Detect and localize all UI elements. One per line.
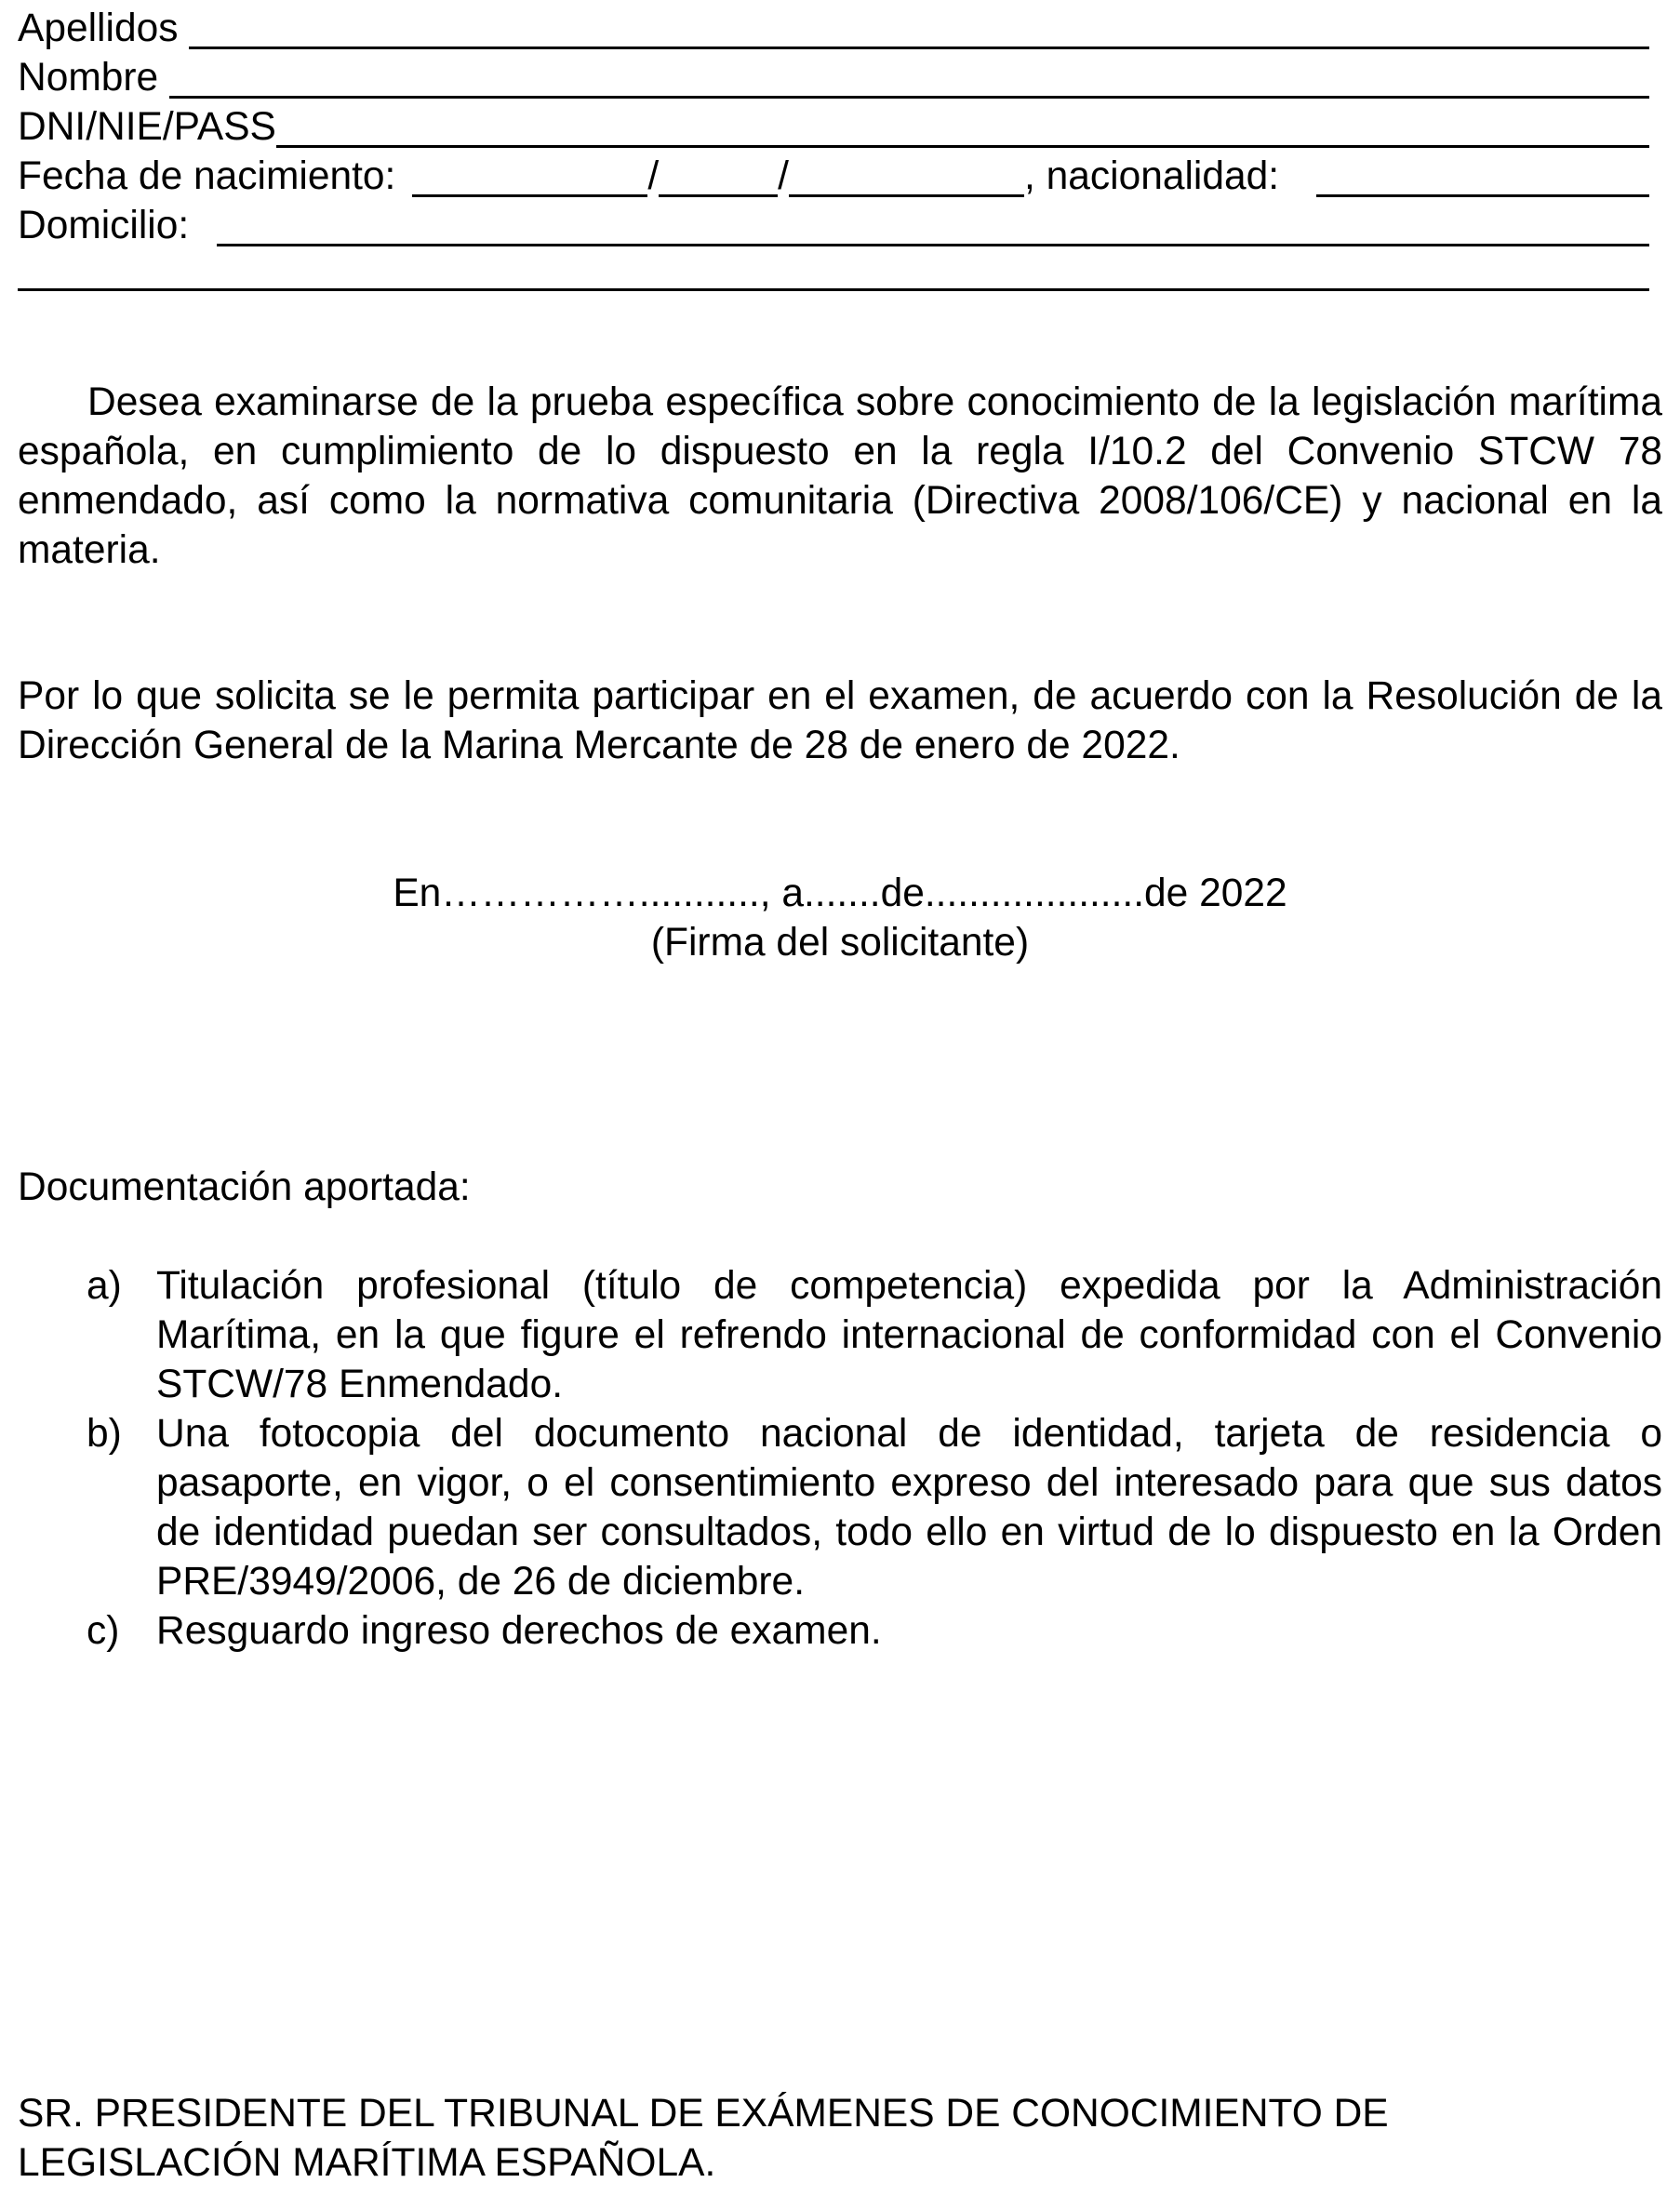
documentation-list	[87, 1261, 1662, 1656]
birth-slash-1: /	[647, 154, 660, 198]
petition-paragraph: Por lo que solicita se le permita participar en el examen, de acuerdo con la Resolución de la Dirección General de la Marina Mercante de 28 de enero de 2022.	[18, 674, 1662, 767]
nationality-line[interactable]	[1316, 194, 1649, 197]
field-apellidos	[18, 4, 1649, 53]
field-domicilio	[18, 201, 1649, 250]
doc-label: DNI/NIE/PASS	[18, 105, 276, 149]
item-text: Resguardo ingreso derechos de examen.	[156, 1609, 882, 1653]
domicilio-label: Domicilio:	[18, 204, 190, 247]
birth-month-line[interactable]	[659, 194, 778, 197]
birth-label: Fecha de nacimiento:	[18, 154, 396, 198]
nombre-label: Nombre	[18, 56, 159, 100]
item-marker: c)	[87, 1609, 120, 1653]
nationality-label: , nacionalidad:	[1023, 154, 1280, 198]
birth-day-line[interactable]	[412, 194, 647, 197]
item-marker: a)	[87, 1264, 122, 1308]
field-nombre	[18, 53, 1649, 102]
birth-slash-2: /	[778, 154, 789, 198]
documentation-item	[87, 1261, 1662, 1409]
apellidos-line[interactable]	[189, 47, 1649, 49]
birth-year-line[interactable]	[789, 194, 1024, 197]
request-paragraph: Desea examinarse de la prueba específica sobre conocimiento de la legislación marítima española, en cumplimiento de lo dispuesto en la regla I/10.2 del Convenio STCW 78 enmendado, así como la normativa comunitaria (Directiva 2008/106/CE) y nacional en la materia.	[18, 380, 1662, 572]
item-text: Una fotocopia del documento nacional de identidad, tarjeta de residencia o pasaporte, en vigor, o el consentimiento expreso del interesado para que sus datos de identidad puedan ser consultados, todo ello en virtud de lo dispuesto en la Orden PRE/3949/2006, de 26 de diciembre.	[156, 1412, 1662, 1604]
documentation-item	[87, 1606, 1662, 1656]
apellidos-label: Apellidos	[18, 7, 179, 50]
nombre-line[interactable]	[169, 96, 1649, 99]
doc-line[interactable]	[276, 145, 1649, 148]
place-date-line: En……………..........., a.......de....................de 2022	[393, 872, 1287, 915]
addressee: SR. PRESIDENTE DEL TRIBUNAL DE EXÁMENES DE CONOCIMIENTO DE LEGISLACIÓN MARÍTIMA ESPAÑOLA.	[18, 2092, 1389, 2185]
item-marker: b)	[87, 1412, 122, 1456]
documentation-heading: Documentación aportada:	[18, 1165, 471, 1209]
domicilio-extra-line[interactable]	[18, 288, 1649, 291]
field-birth-nationality	[18, 152, 1649, 201]
domicilio-line[interactable]	[217, 244, 1649, 246]
signature-caption: (Firma del solicitante)	[650, 921, 1030, 965]
documentation-item	[87, 1409, 1662, 1606]
field-document	[18, 102, 1649, 152]
item-text: Titulación profesional (título de competencia) expedida por la Administración Marítima, en la que figure el refrendo internacional de conformidad con el Convenio STCW/78 Enmendado.	[156, 1264, 1662, 1406]
